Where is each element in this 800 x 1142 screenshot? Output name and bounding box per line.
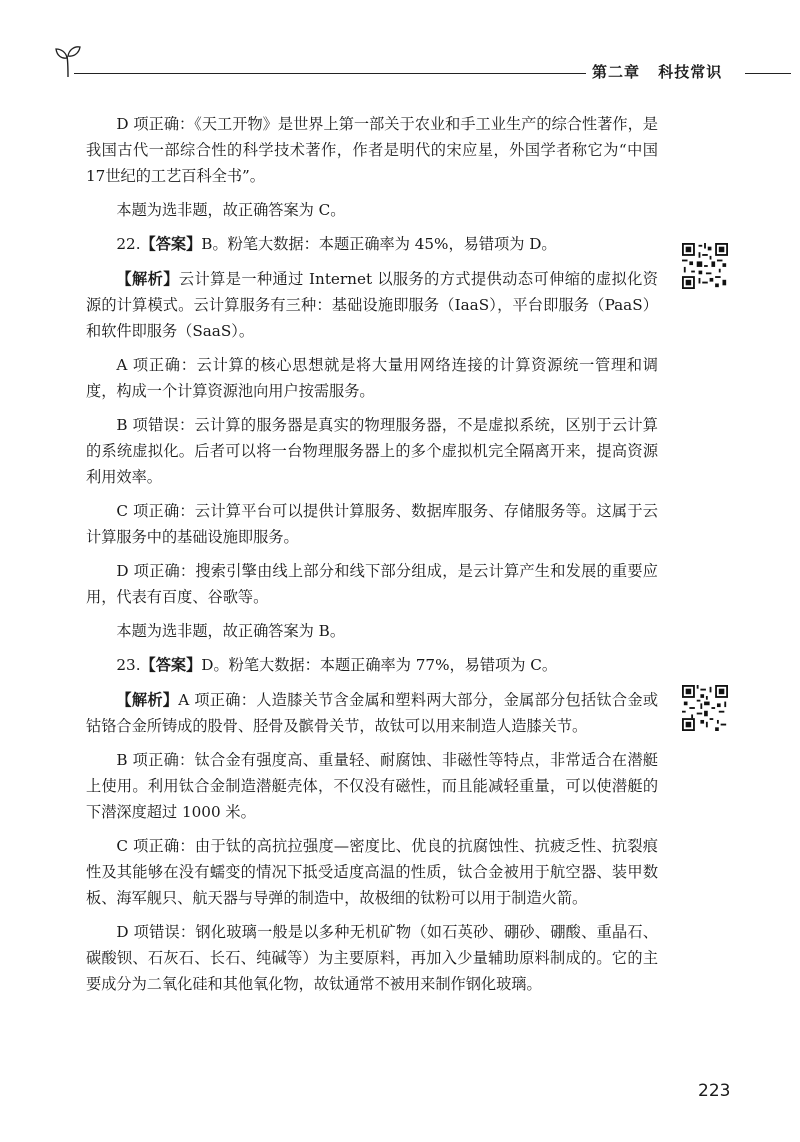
paragraph: C 项正确：由于钛的高抗拉强度—密度比、优良的抗腐蚀性、抗疲乏性、抗裂痕性及其能够在没有蠕变的情况下抵受适度高温的性质，钛合金被用于航空器、装甲数板、海军舰只、航天器与导弹的制造中，故极细的钛粉可以用于制造火箭。 — [86, 837, 658, 907]
paragraph: D 项正确：搜索引擎由线上部分和线下部分组成，是云计算产生和发展的重要应用，代表有百度、谷歌等。 — [86, 562, 658, 606]
answer-text: D。粉笔大数据：本题正确率为 77%，易错项为 C。 — [201, 656, 558, 674]
paragraph: B 项正确：钛合金有强度高、重量轻、耐腐蚀、非磁性等特点，非常适合在潜艇上使用。利用钛合金制造潜艇壳体，不仅没有磁性，而且能减轻重量，可以使潜艇的下潜深度超过 1000 米。 — [86, 751, 658, 821]
qr-code-icon[interactable] — [682, 685, 728, 731]
page-number: 223 — [698, 1081, 731, 1101]
analysis-tag: 【解析】 — [116, 691, 179, 709]
header-rule-left — [74, 73, 586, 74]
running-header — [592, 60, 734, 84]
analysis-paragraph — [86, 266, 658, 344]
answer-tag: 【答案】 — [140, 235, 202, 253]
page-body — [86, 111, 658, 1005]
paragraph: 本题为选非题，故正确答案为 B。 — [116, 622, 346, 640]
answer-line — [86, 652, 658, 678]
answer-line — [86, 231, 658, 257]
analysis-text: 云计算是一种通过 Internet 以服务的方式提供动态可伸缩的虚拟化资源的计算模式。云计算服务有三种：基础设施即服务（IaaS），平台即服务（PaaS）和软件即服务（SaaS）。 — [86, 270, 658, 340]
analysis-text: A 项正确：人造膝关节含金属和塑料两大部分，金属部分包括钛合金或钴铬合金所铸成的股骨、胫骨及髌骨关节，故钛可以用来制造人造膝关节。 — [86, 691, 659, 735]
answer-text: B。粉笔大数据：本题正确率为 45%，易错项为 D。 — [201, 235, 557, 253]
paragraph: B 项错误：云计算的服务器是真实的物理服务器，不是虚拟系统，区别于云计算的系统虚拟化。后者可以将一台物理服务器上的多个虚拟机完全隔离开来，提高资源利用效率。 — [86, 416, 658, 486]
paragraph: A 项正确：云计算的核心思想就是将大量用网络连接的计算资源统一管理和调度，构成一个计算资源池向用户按需服务。 — [86, 356, 658, 400]
analysis-tag: 【解析】 — [116, 270, 179, 288]
qr-code-icon[interactable] — [682, 243, 728, 289]
paragraph: D 项错误：钢化玻璃一般是以多种无机矿物（如石英砂、硼砂、硼酸、重晶石、碳酸钡、石灰石、长石、纯碱等）为主要原料，再加入少量辅助原料制成的。它的主要成分为二氧化硅和其他氧化物，故钛通常不被用来制作钢化玻璃。 — [86, 923, 658, 993]
question-number: 22. — [116, 235, 141, 253]
question-number: 23. — [116, 656, 141, 674]
header-rule-right — [745, 73, 791, 74]
section-label: 科技常识 — [658, 63, 723, 81]
paragraph: D 项正确：《天工开物》是世界上第一部关于农业和手工业生产的综合性著作，是我国古代一部综合性的科学技术著作，作者是明代的宋应星，外国学者称它为“中国17世纪的工艺百科全书”。 — [86, 115, 658, 185]
paragraph: 本题为选非题，故正确答案为 C。 — [116, 201, 346, 219]
answer-tag: 【答案】 — [140, 656, 202, 674]
chapter-label: 第二章 — [592, 63, 641, 81]
analysis-paragraph — [86, 687, 658, 739]
paragraph: C 项正确：云计算平台可以提供计算服务、数据库服务、存储服务等。这属于云计算服务中的基础设施即服务。 — [86, 502, 658, 546]
